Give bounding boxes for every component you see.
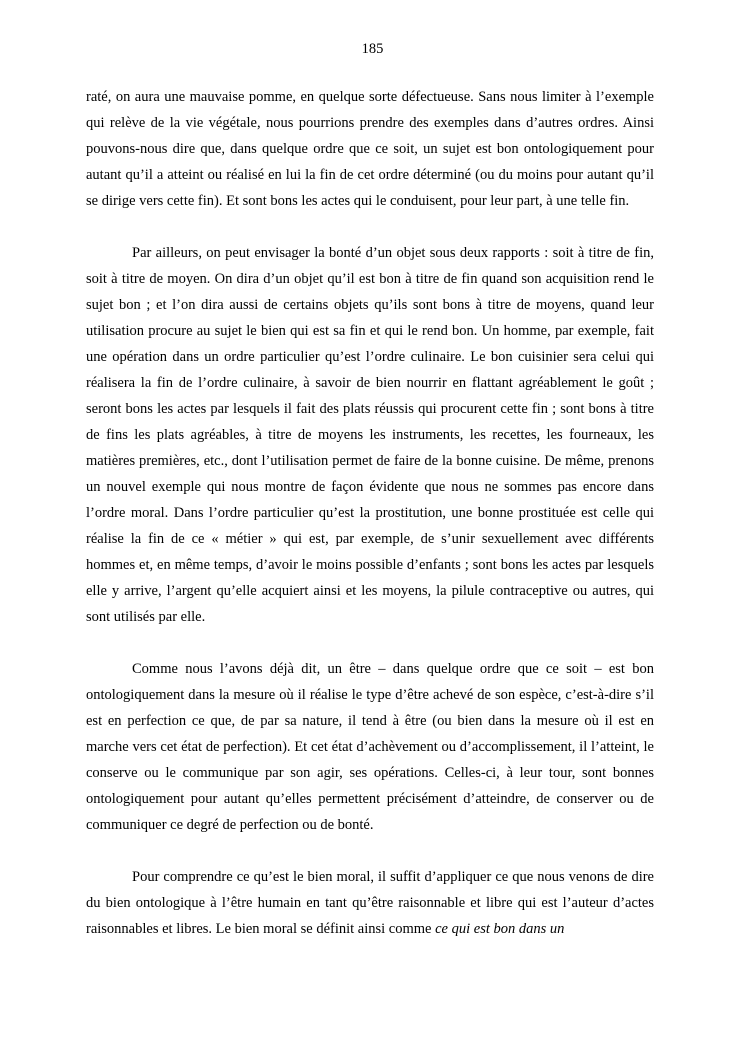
- paragraph-4: [86, 864, 654, 942]
- body-text: [86, 84, 654, 942]
- paragraph-1: raté, on aura une mauvaise pomme, en quelque sorte défectueuse. Sans nous limiter à l’exemple qui relève de la vie végétale, nous pourrions prendre des exemples dans d’autres ordres. Ainsi pouvons-nous dire que, dans quelque ordre que ce soit, un sujet est bon ontologiquement pour autant qu’il a atteint ou réalisé en lui la fin de cet ordre déterminé (ou du moins pour autant qu’il se dirige vers cette fin). Et sont bons les actes qui le conduisent, pour leur part, à une telle fin.: [86, 89, 654, 209]
- paragraph-3: Comme nous l’avons déjà dit, un être – dans quelque ordre que ce soit – est bon ontologiquement dans la mesure où il réalise le type d’être achevé de son espèce, c’est-à-dire s’il est en perfection ce que, de par sa nature, il tend à être (ou bien dans la mesure où il est en marche vers cet état de perfection). Et cet état d’achèvement ou d’accomplissement, il l’atteint, le conserve ou le communique par son agir, ses opérations. Celles-ci, à leur tour, sont bonnes ontologiquement pour autant qu’elles permettent précisément d’atteindre, de conserver ou de communiquer ce degré de perfection ou de bonté.: [86, 661, 654, 833]
- paragraph-4-text: Pour comprendre ce qu’est le bien moral, il suffit d’appliquer ce que nous venons de dire du bien ontologique à l’être humain en tant qu’être raisonnable et libre qui est l’auteur d’actes raisonnables et libres. Le bien moral se définit ainsi comme: [86, 869, 654, 937]
- paragraph-2: Par ailleurs, on peut envisager la bonté d’un objet sous deux rapports : soit à titre de fin, soit à titre de moyen. On dira d’un objet qu’il est bon à titre de fin quand son acquisition rend le sujet bon ; et l’on dira aussi de certains objets qu’ils sont bons à titre de moyens, quand leur utilisation procure au sujet le bien qui est sa fin et qui le rend bon. Un homme, par exemple, fait une opération dans un ordre particulier qu’est l’ordre culinaire. Le bon cuisinier sera celui qui réalisera la fin de l’ordre culinaire, à savoir de bien nourrir en flattant agréablement le goût ; seront bons les actes par lesquels il fait des plats réussis qui procurent cette fin ; sont bons à titre de fins les plats agréables, à titre de moyens les instruments, les recettes, les fourneaux, les matières premières, etc., dont l’utilisation permet de faire de la bonne cuisine. De même, prenons un nouvel exemple qui nous montre de façon évidente que nous ne sommes pas encore dans l’ordre moral. Dans l’ordre particulier qu’est la prostitution, une bonne prostituée est celle qui réalise la fin de ce « métier » qui est, par exemple, de s’unir sexuellement avec différents hommes et, en même temps, d’avoir le moins possible d’enfants ; sont bons les actes par lesquels elle y arrive, l’argent qu’elle acquiert ainsi et les moyens, la pilule contraceptive ou autres, qui sont utilisés par elle.: [86, 245, 654, 625]
- page-number: 185: [361, 41, 384, 57]
- paragraph-4-emphasis: ce qui est bon dans un: [435, 921, 565, 937]
